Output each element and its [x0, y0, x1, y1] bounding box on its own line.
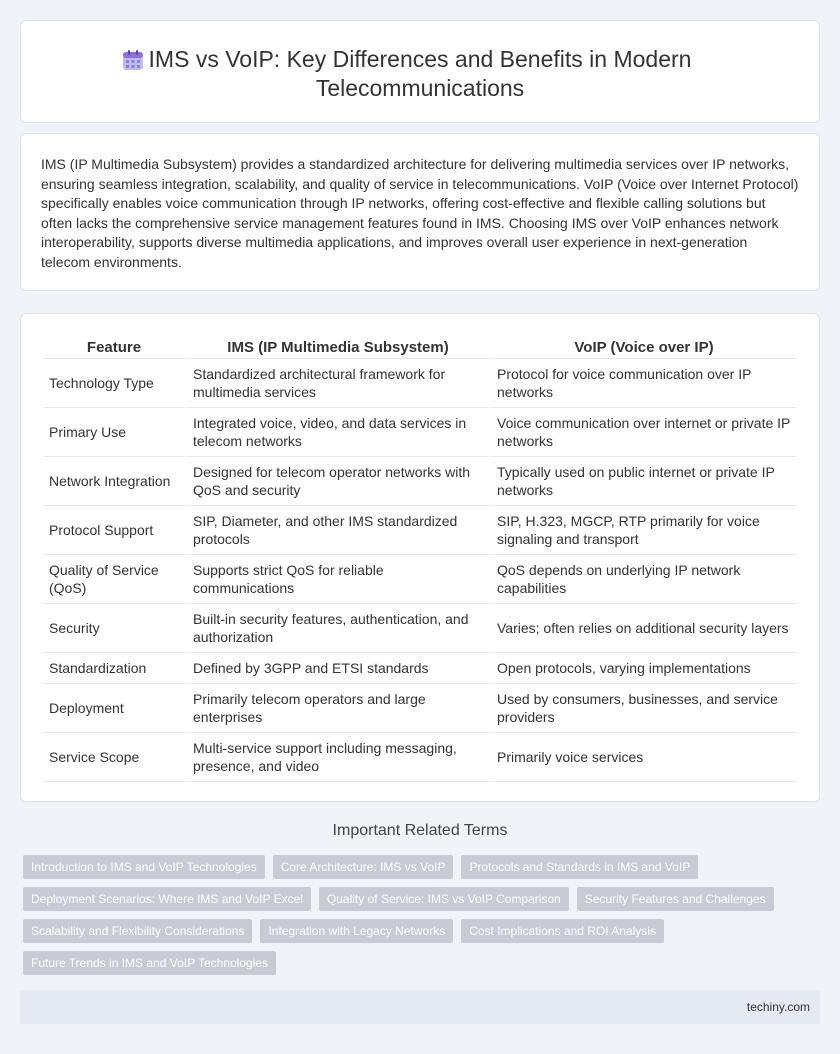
related-term-tag[interactable]: Protocols and Standards in IMS and VoIP — [461, 855, 698, 879]
ims-cell: Primarily telecom operators and large enterprises — [187, 684, 489, 733]
voip-cell: Open protocols, varying implementations — [491, 653, 797, 684]
header-voip: VoIP (Voice over IP) — [491, 335, 797, 359]
voip-cell: Primarily voice services — [491, 733, 797, 782]
voip-cell: Used by consumers, businesses, and service providers — [491, 684, 797, 733]
feature-cell: Network Integration — [43, 457, 185, 506]
voip-cell: Varies; often relies on additional security layers — [491, 604, 797, 653]
feature-cell: Technology Type — [43, 359, 185, 408]
voip-cell: QoS depends on underlying IP network capabilities — [491, 555, 797, 604]
related-term-tag[interactable]: Integration with Legacy Networks — [260, 919, 453, 943]
table-row — [43, 457, 797, 506]
feature-cell: Protocol Support — [43, 506, 185, 555]
ims-cell: SIP, Diameter, and other IMS standardized protocols — [187, 506, 489, 555]
table-row — [43, 506, 797, 555]
related-terms-list — [23, 855, 813, 975]
ims-cell: Multi-service support including messaging, presence, and video — [187, 733, 489, 782]
related-term-tag[interactable]: Introduction to IMS and VoIP Technologies — [23, 855, 265, 879]
feature-cell: Deployment — [43, 684, 185, 733]
ims-cell: Standardized architectural framework for multimedia services — [187, 359, 489, 408]
feature-cell: Security — [43, 604, 185, 653]
footer — [20, 990, 820, 1024]
header-ims: IMS (IP Multimedia Subsystem) — [187, 335, 489, 359]
ims-cell: Integrated voice, video, and data services in telecom networks — [187, 408, 489, 457]
related-term-tag[interactable]: Scalability and Flexibility Considerations — [23, 919, 252, 943]
feature-cell: Standardization — [43, 653, 185, 684]
feature-cell: Service Scope — [43, 733, 185, 782]
table-row — [43, 684, 797, 733]
comparison-card — [20, 313, 820, 802]
ims-cell: Designed for telecom operator networks with QoS and security — [187, 457, 489, 506]
table-row — [43, 408, 797, 457]
intro-card — [20, 133, 820, 291]
table-row — [43, 359, 797, 408]
page-title: IMS vs VoIP: Key Differences and Benefits in Modern Telecommunications — [148, 46, 692, 101]
related-term-tag[interactable]: Future Trends in IMS and VoIP Technologies — [23, 951, 276, 975]
feature-cell: Primary Use — [43, 408, 185, 457]
intro-paragraph: IMS (IP Multimedia Subsystem) provides a standardized architecture for delivering multimedia services over IP networks, ensuring seamless integration, scalability, and quality of service in telecommunications. VoIP (Voice over Internet Protocol) specifically enables voice communication through IP networks, offering cost-effective and flexible calling solutions but often lacks the comprehensive service management features found in IMS. Choosing IMS over VoIP enhances network interoperability, supports diverse multimedia applications, and improves overall user experience in next-generation telecom environments. — [41, 156, 799, 270]
table-row — [43, 733, 797, 782]
related-terms-title: Important Related Terms — [332, 822, 508, 839]
voip-cell: Protocol for voice communication over IP networks — [491, 359, 797, 408]
voip-cell: Voice communication over internet or private IP networks — [491, 408, 797, 457]
related-term-tag[interactable]: Quality of Service: IMS vs VoIP Comparison — [319, 887, 569, 911]
table-row — [43, 653, 797, 684]
table-row — [43, 555, 797, 604]
voip-cell: SIP, H.323, MGCP, RTP primarily for voice signaling and transport — [491, 506, 797, 555]
related-term-tag[interactable]: Core Architecture: IMS vs VoIP — [273, 855, 454, 879]
ims-cell: Supports strict QoS for reliable communications — [187, 555, 489, 604]
related-term-tag[interactable]: Cost Implications and ROI Analysis — [461, 919, 664, 943]
ims-cell: Defined by 3GPP and ETSI standards — [187, 653, 489, 684]
comparison-table — [41, 335, 799, 782]
table-header-row — [43, 335, 797, 359]
feature-cell: Quality of Service (QoS) — [43, 555, 185, 604]
footer-site-link[interactable]: techiny.com — [746, 1000, 810, 1014]
voip-cell: Typically used on public internet or private IP networks — [491, 457, 797, 506]
table-row — [43, 604, 797, 653]
header-feature: Feature — [43, 335, 185, 359]
ims-cell: Built-in security features, authentication, and authorization — [187, 604, 489, 653]
related-term-tag[interactable]: Deployment Scenarios: Where IMS and VoIP Excel — [23, 887, 311, 911]
header-card — [20, 20, 820, 123]
related-term-tag[interactable]: Security Features and Challenges — [577, 887, 774, 911]
